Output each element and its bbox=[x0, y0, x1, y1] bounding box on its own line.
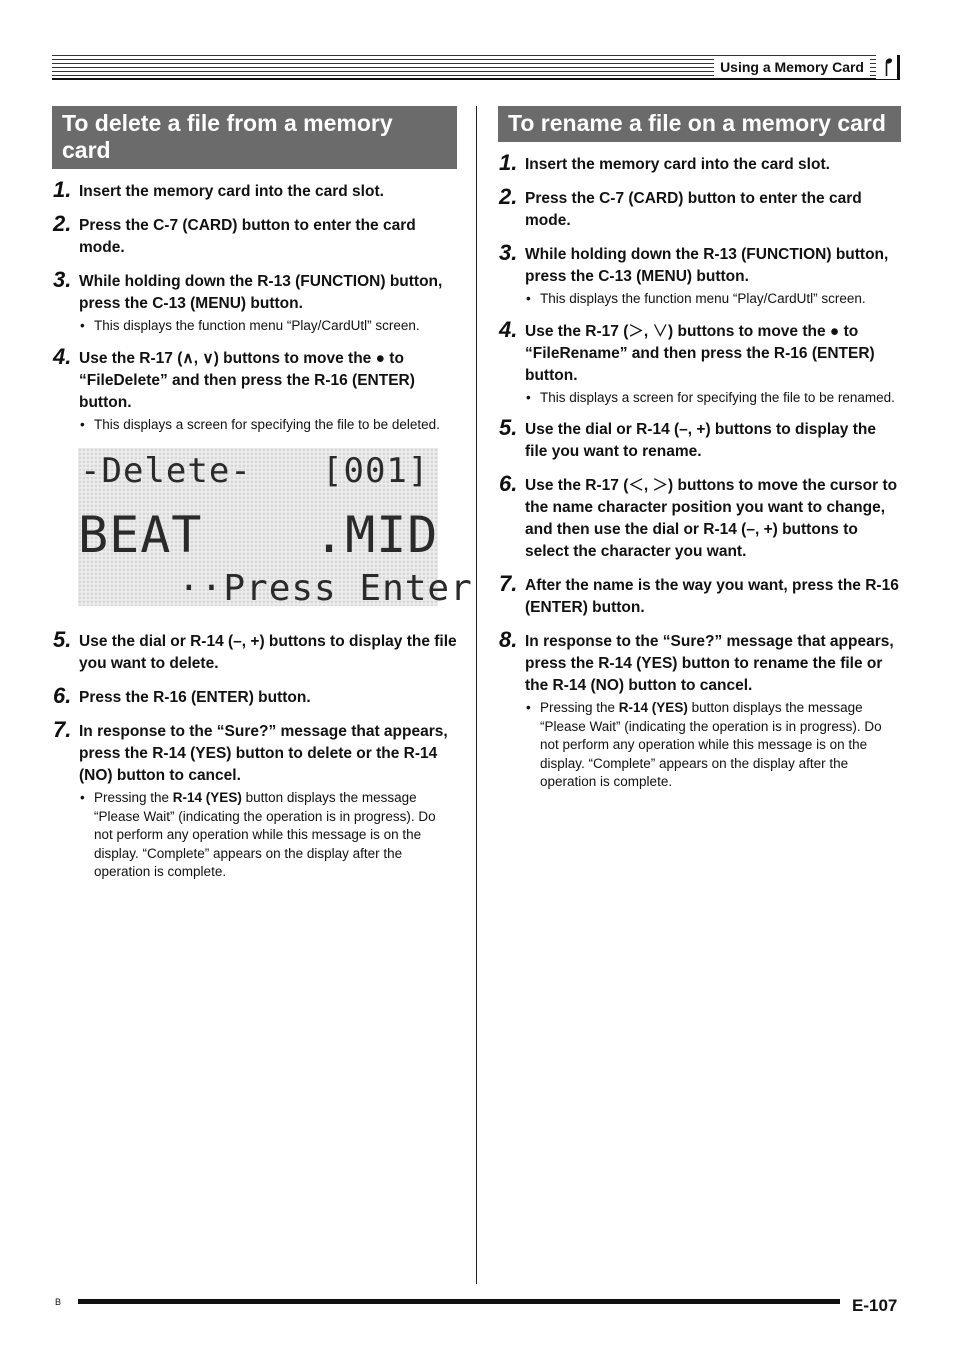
step-text: In response to the “Sure?” message that appears, press the R-14 (YES) button to delete or the R-14 (NO) button to cancel. bbox=[79, 723, 448, 784]
running-header-title: Using a Memory Card bbox=[714, 58, 870, 76]
step-number: 8. bbox=[499, 627, 518, 652]
step-3 bbox=[52, 267, 457, 336]
lcd-line1-left: -Delete- bbox=[80, 451, 252, 491]
step-text-part: , bbox=[643, 477, 653, 494]
step-text: Insert the memory card into the card slot. bbox=[525, 156, 830, 173]
step-2 bbox=[498, 184, 901, 232]
step-text: Press the R-16 (ENTER) button. bbox=[79, 689, 311, 706]
step-text: Press the C-7 (CARD) button to enter the card mode. bbox=[525, 190, 862, 229]
step-7 bbox=[52, 717, 457, 882]
note-bold: R-14 (YES) bbox=[172, 790, 242, 805]
section-heading: To rename a file on a memory card bbox=[498, 106, 901, 142]
step-1 bbox=[52, 177, 457, 203]
step-text-part: ) buttons to move the cursor to the name character position you want to change, and then use the dial or R-14 (–, +) buttons to select the character you want. bbox=[525, 477, 898, 560]
step-text-part: , bbox=[193, 349, 203, 367]
footer-rule bbox=[78, 1299, 840, 1304]
lcd-line1-right: [001] bbox=[322, 451, 430, 491]
step-text-part: Use the R-17 ( bbox=[79, 349, 183, 367]
step-number: 4. bbox=[53, 343, 72, 369]
cursor-dot-icon: ● bbox=[829, 322, 840, 340]
step-text-part: Use the R-17 ( bbox=[525, 477, 629, 494]
step-number: 2. bbox=[53, 211, 72, 236]
down-arrow-icon: ∨ bbox=[652, 322, 669, 340]
cursor-dot-icon: ● bbox=[375, 349, 385, 367]
step-4 bbox=[498, 316, 901, 408]
step-8 bbox=[498, 627, 901, 792]
step-text-part: Use the R-17 ( bbox=[525, 322, 629, 340]
step-text: While holding down the R-13 (FUNCTION) button, press the C-13 (MENU) button. bbox=[79, 273, 443, 312]
step-number: 1. bbox=[53, 177, 72, 202]
delete-file-section bbox=[52, 106, 473, 882]
step-number: 1. bbox=[499, 150, 518, 175]
down-arrow-icon: ∨ bbox=[202, 349, 214, 367]
step-6 bbox=[52, 683, 457, 709]
step-text bbox=[525, 321, 901, 387]
up-arrow-icon: ∧ bbox=[182, 349, 194, 367]
step-text: After the name is the way you want, press the R-16 (ENTER) button. bbox=[525, 577, 899, 616]
step-5 bbox=[52, 627, 457, 675]
step-number: 5. bbox=[499, 415, 518, 440]
step-text: While holding down the R-13 (FUNCTION) button, press the C-13 (MENU) button. bbox=[525, 246, 889, 285]
lcd-line2-right: .MID bbox=[314, 506, 439, 564]
page-number: E-107 bbox=[852, 1296, 898, 1315]
step-text-part: ) buttons to move the bbox=[668, 322, 830, 340]
footer-mark: B bbox=[55, 1297, 62, 1307]
step-number: 3. bbox=[499, 240, 518, 265]
step-2 bbox=[52, 211, 457, 259]
step-note bbox=[79, 789, 457, 882]
step-number: 6. bbox=[53, 683, 72, 708]
right-arrow-icon: ＞ bbox=[628, 322, 644, 340]
step-note: • This displays a screen for specifying the file to be deleted. bbox=[79, 416, 457, 435]
step-note bbox=[525, 699, 901, 792]
step-4 bbox=[52, 343, 457, 435]
step-text-part: , bbox=[643, 322, 653, 340]
step-number: 7. bbox=[499, 571, 518, 596]
step-text bbox=[79, 348, 457, 414]
lcd-line2-left: BEAT bbox=[78, 506, 203, 564]
step-number: 2. bbox=[499, 184, 518, 209]
step-note: • This displays the function menu “Play/CardUtl” screen. bbox=[525, 290, 901, 309]
note-part: Pressing the bbox=[94, 790, 173, 805]
step-number: 5. bbox=[53, 627, 72, 652]
left-arrow-icon: ＜ bbox=[628, 477, 644, 494]
step-number: 4. bbox=[499, 316, 518, 342]
lcd-line3: ··Press Enter bbox=[178, 568, 473, 609]
step-6 bbox=[498, 471, 901, 563]
step-text-part: ) buttons to move the bbox=[213, 349, 376, 367]
step-text-part: to “FileRename” and then press the R-16 (ENTER) button. bbox=[525, 322, 875, 384]
lcd-display-illustration bbox=[78, 448, 473, 609]
step-note: • This displays the function menu “Play/CardUtl” screen. bbox=[79, 317, 457, 336]
music-note-icon bbox=[876, 55, 900, 79]
rename-file-section bbox=[498, 106, 901, 792]
step-number: 6. bbox=[499, 471, 518, 496]
step-text-part: to “FileDelete” and then press the R-16 (ENTER) button. bbox=[79, 349, 415, 411]
note-part: Pressing the bbox=[540, 700, 619, 715]
step-text bbox=[525, 475, 901, 563]
step-1 bbox=[498, 150, 901, 176]
step-3 bbox=[498, 240, 901, 309]
note-part: button displays the message “Please Wait” (indicating the operation is in progress). Do not perform any operation while this message is on the display. “Complete” appears on the display after the operation is complete. bbox=[94, 790, 436, 879]
step-5 bbox=[498, 415, 901, 463]
step-number: 3. bbox=[53, 267, 72, 292]
step-text: Use the dial or R-14 (–, +) buttons to display the file you want to rename. bbox=[525, 421, 876, 460]
step-7 bbox=[498, 571, 901, 619]
step-text: In response to the “Sure?” message that appears, press the R-14 (YES) button to rename the file or the R-14 (NO) button to cancel. bbox=[525, 633, 894, 694]
step-text: Insert the memory card into the card slot. bbox=[79, 183, 384, 200]
step-number: 7. bbox=[53, 717, 72, 742]
step-text: Use the dial or R-14 (–, +) buttons to display the file you want to delete. bbox=[79, 633, 457, 672]
step-text: Press the C-7 (CARD) button to enter the card mode. bbox=[79, 217, 416, 256]
step-note: • This displays a screen for specifying the file to be renamed. bbox=[525, 389, 901, 408]
column-divider bbox=[476, 106, 477, 1284]
note-bold: R-14 (YES) bbox=[618, 700, 688, 715]
section-heading: To delete a file from a memory card bbox=[52, 106, 457, 169]
right-arrow-icon: ＞ bbox=[652, 477, 669, 494]
note-part: button displays the message “Please Wait” (indicating the operation is in progress). Do not perform any operation while this message is on the display. “Complete” appears on the display after the operation is complete. bbox=[540, 700, 882, 789]
